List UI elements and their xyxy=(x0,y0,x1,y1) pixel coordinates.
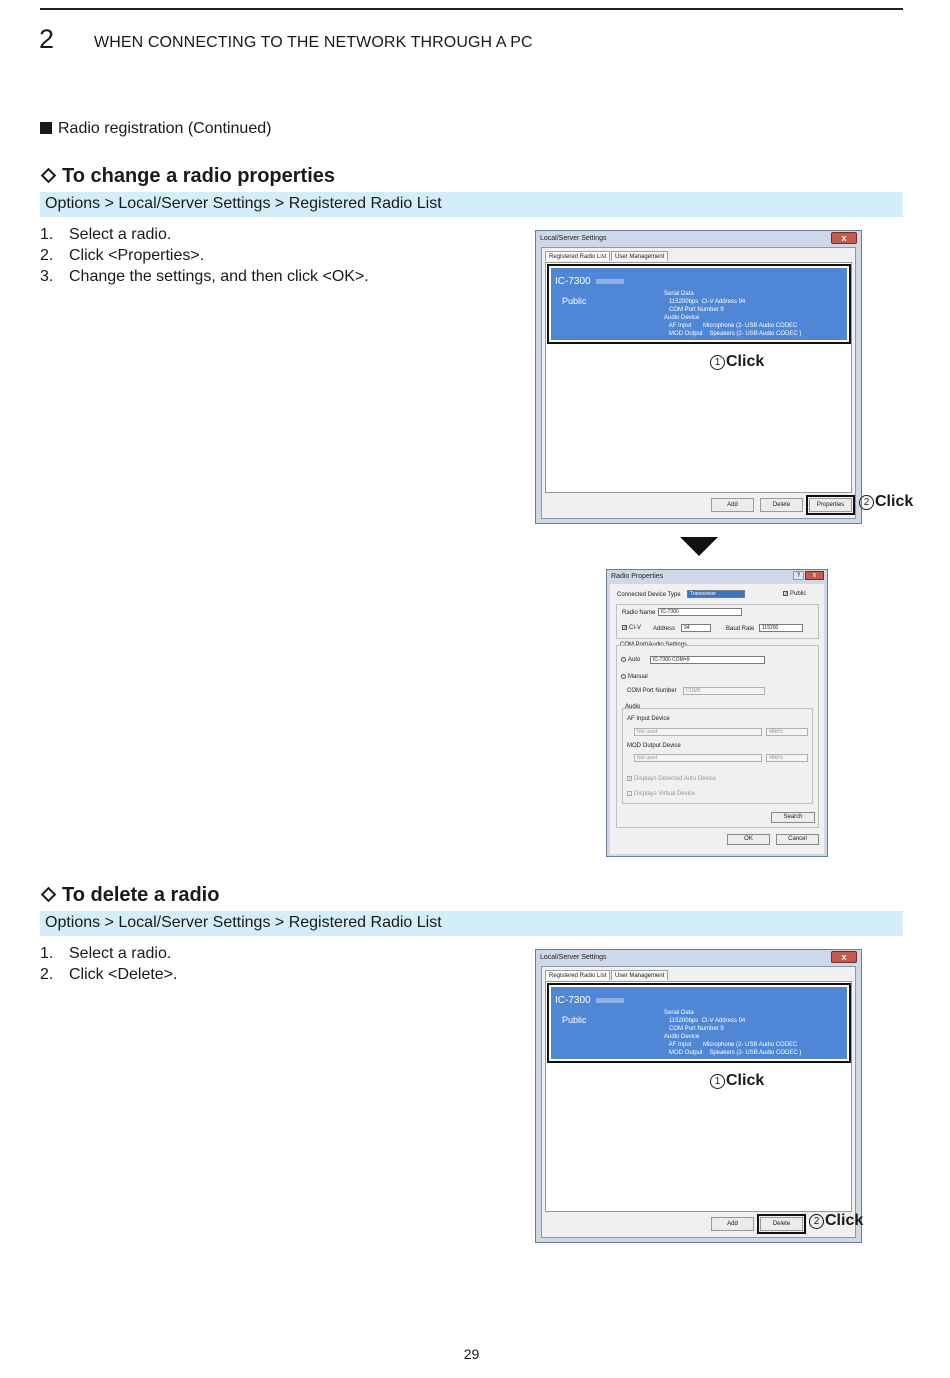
change-heading xyxy=(40,165,335,188)
close-button[interactable]: x xyxy=(831,232,857,244)
radio-details: Serial Data 115200bps CI-V Address 94 COM Port Number 9 Audio Device AF Input Microphone (2- USB Audio CODEC MOD Output Speakers (2- USB Audio CODEC ) xyxy=(664,1010,802,1056)
delete-heading-text: To delete a radio xyxy=(62,884,220,906)
add-button[interactable]: Add xyxy=(711,498,754,512)
window-titlebar xyxy=(536,231,861,247)
radio-list[interactable] xyxy=(545,981,852,1212)
mod-output-select[interactable]: Not used xyxy=(634,754,762,762)
window-body xyxy=(541,247,856,519)
radio-list-item[interactable] xyxy=(547,264,851,344)
help-button[interactable]: ? xyxy=(793,571,804,580)
delete-heading xyxy=(40,884,219,907)
mod-output-label: MOD Output Device xyxy=(627,743,681,749)
step-item: 3. Change the settings, and then click <OK>. xyxy=(40,268,369,285)
change-steps xyxy=(40,224,369,287)
radio-name-label: Radio Name xyxy=(622,610,656,616)
radio-name: IC-7300 xyxy=(555,995,624,1006)
window-body xyxy=(541,966,856,1238)
baud-rate-select[interactable]: 115200 xyxy=(759,624,803,632)
radio-name-input[interactable]: IC-7300 xyxy=(658,608,742,616)
step-item: 1. Select a radio. xyxy=(40,945,172,962)
auto-radio[interactable]: Auto xyxy=(621,657,640,663)
com-port-select[interactable]: COM9 xyxy=(683,687,765,695)
step-item: 2. Click <Delete>. xyxy=(40,966,178,983)
display-detected-checkbox[interactable]: ✓ Displays Detected Auto Device xyxy=(628,776,717,783)
callout-1: 1 Click xyxy=(710,353,764,371)
audio-group-label: Audio xyxy=(625,704,641,710)
callout-1: 1 Click xyxy=(710,1072,764,1090)
search-button[interactable]: Search xyxy=(771,812,815,823)
delete-menu-path: Options > Local/Server Settings > Registered Radio List xyxy=(40,911,903,936)
com-port-label: COM Port Number xyxy=(627,688,677,694)
af-input-select[interactable]: Not used xyxy=(634,728,762,736)
change-heading-text: To change a radio properties xyxy=(62,165,336,187)
add-button[interactable]: Add xyxy=(711,1217,754,1231)
redacted-serial xyxy=(596,998,624,1003)
public-checkbox[interactable]: ✓ Public xyxy=(784,591,807,598)
ok-button[interactable]: OK xyxy=(727,834,770,845)
device-type-select[interactable]: Transceiver xyxy=(687,590,745,598)
callout-2: 2 Click xyxy=(859,493,913,511)
step-item: 1. Select a radio. xyxy=(40,226,172,243)
delete-button[interactable]: Delete xyxy=(760,498,803,512)
radio-visibility: Public xyxy=(562,296,587,306)
close-button[interactable]: x xyxy=(831,951,857,963)
properties-button[interactable]: Properties xyxy=(809,498,852,512)
civ-checkbox[interactable]: ✓ CI-V xyxy=(623,625,641,632)
close-button[interactable]: x xyxy=(805,571,824,580)
local-server-settings-window xyxy=(535,949,862,1243)
auto-port-select[interactable]: IC-7300 COM=9 xyxy=(650,656,765,664)
radio-list[interactable] xyxy=(545,262,852,493)
square-bullet-icon xyxy=(40,122,52,134)
delete-button[interactable]: Delete xyxy=(760,1217,803,1231)
top-rule xyxy=(40,8,903,10)
dialog-body xyxy=(610,584,824,854)
chapter-number: 2 xyxy=(39,24,55,54)
radio-properties-dialog xyxy=(606,569,828,857)
section-label-text: Radio registration (Continued) xyxy=(58,120,272,137)
mod-rate-select[interactable]: 48kHz xyxy=(766,754,808,762)
com-audio-group-label: COM Port/Audio Settings xyxy=(620,642,688,648)
tab-registered-radio-list[interactable]: Registered Radio List xyxy=(545,970,610,980)
local-server-settings-window xyxy=(535,230,862,524)
af-rate-select[interactable]: 48kHz xyxy=(766,728,808,736)
callout-2: 2 Click xyxy=(809,1212,863,1230)
address-label: Address xyxy=(653,626,676,632)
down-arrow-icon xyxy=(680,537,718,556)
step-item: 2. Click <Properties>. xyxy=(40,247,205,264)
address-input[interactable]: 94 xyxy=(681,624,711,632)
window-titlebar xyxy=(536,950,861,966)
window-title: Local/Server Settings xyxy=(540,235,607,242)
window-title: Local/Server Settings xyxy=(540,954,607,961)
tab-user-management[interactable]: User Management xyxy=(611,251,668,261)
dialog-title: Radio Properties xyxy=(611,573,664,580)
baud-rate-label: Baud Rate xyxy=(726,626,755,632)
manual-radio[interactable]: Manual xyxy=(621,674,648,680)
chapter-title: WHEN CONNECTING TO THE NETWORK THROUGH A PC xyxy=(94,34,533,51)
redacted-serial xyxy=(596,279,624,284)
radio-name: IC-7300 xyxy=(555,276,624,287)
device-type-label: Connected Device Type xyxy=(617,592,681,598)
diamond-icon xyxy=(41,168,57,184)
display-virtual-checkbox[interactable]: Displays Virtual Device xyxy=(627,791,695,797)
radio-visibility: Public xyxy=(562,1015,587,1025)
delete-steps xyxy=(40,943,178,985)
page-number: 29 xyxy=(463,1346,480,1362)
cancel-button[interactable]: Cancel xyxy=(776,834,819,845)
diamond-icon xyxy=(41,887,57,903)
af-input-label: AF Input Device xyxy=(627,716,670,722)
tab-registered-radio-list[interactable]: Registered Radio List xyxy=(545,251,610,261)
tab-user-management[interactable]: User Management xyxy=(611,970,668,980)
section-label xyxy=(40,120,271,138)
radio-list-item[interactable] xyxy=(547,983,851,1063)
radio-details: Serial Data 115200bps CI-V Address 94 COM Port Number 9 Audio Device AF Input Microphone (2- USB Audio CODEC MOD Output Speakers (2- USB Audio CODEC ) xyxy=(664,291,802,337)
change-menu-path: Options > Local/Server Settings > Registered Radio List xyxy=(40,192,903,217)
